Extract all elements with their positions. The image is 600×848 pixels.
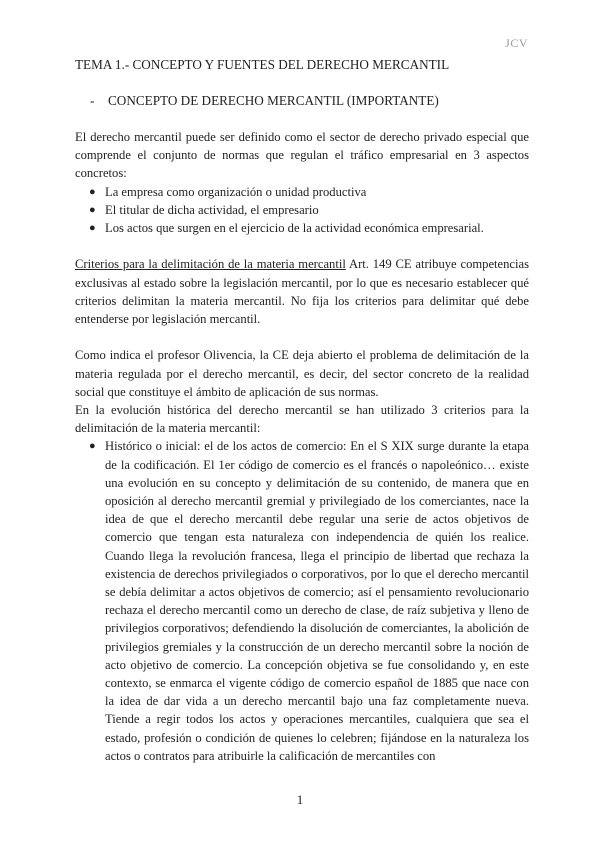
- section-heading: [90, 93, 439, 109]
- page-number: 1: [296, 792, 304, 807]
- section-heading-text: CONCEPTO DE DERECHO MERCANTIL (IMPORTANTE): [108, 93, 439, 108]
- heading-dash: -: [90, 93, 95, 108]
- criterios-paragraph: [75, 255, 529, 328]
- header-initials: JCV: [505, 36, 528, 50]
- bullet-icon: ●: [89, 185, 96, 198]
- body-content: [75, 128, 529, 765]
- bullet-icon: ●: [89, 222, 96, 235]
- olivencia-paragraph: Como indica el profesor Olivencia, la CE deja abierto el problema de delimitación de la materia regulada por el derecho mercantil, es decir, del sector concreto de la realidad social que constituye el ámbito de aplicación de sus normas.: [75, 348, 529, 399]
- criterios-text: Art. 149 CE atribuye competencias exclusivas al estado sobre la legislación mercantil, por lo que es necesario establecer qué criterios delimitan la materia mercantil. No fija los criterios para delimitar qué debe entenderse por legislación mercantil.: [75, 257, 530, 327]
- aspects-list: [75, 183, 529, 238]
- intro-paragraph: El derecho mercantil puede ser definido como el sector de derecho privado especial que comprende el conjunto de normas que regulan el tráfico empresarial en 3 aspectos concretos:: [75, 130, 529, 181]
- list-item: ● La empresa como organización o unidad productiva: [75, 183, 529, 201]
- evolucion-paragraph: En la evolución histórica del derecho mercantil se han utilizado 3 criterios para la delimitación de la materia mercantil:: [75, 403, 529, 436]
- bullet-icon: ●: [89, 203, 96, 216]
- criterios-list: [75, 437, 529, 765]
- list-item: ● Histórico o inicial: el de los actos de comercio: En el S XIX surge durante la etapa de la codificación. El 1er código de comercio es el francés o napoleónico… existe una evolución en su concepto y delimitación de su contenido, de manera que en oposición al derecho mercantil gremial y privilegiado de los comerciantes, nace la idea de que el derecho mercantil debe regular una serie de actos objetivos de comercio que tengan esta naturaleza con independencia de quién los realice. Cuando llega la revolución francesa, llega el principio de libertad que rechaza la existencia de derechos privilegiados o corporativos, por lo que el derecho mercantil se debía delimitar a actos objetivos de comercio; así el pensamiento revolucionario rechaza el derecho mercantil como un derecho de clase, de raíz subjetiva y lleno de privilegios corporativos; defendiendo la disolución de comerciantes, la abolición de privilegios gremiales y la construcción de un derecho mercantil sobre la noción de acto objetivo de comercio. La concepción objetiva se fue consolidando y, en este contexto, se enmarca el vigente código de comercio español de 1885 que nace con la idea de dar vida a un derecho mercantil bajo una faz completamente nueva. Tiende a regir todos los actos y operaciones mercantiles, cualquiera que sea el estado, profesión o condición de quienes lo celebren; fijándose en la naturaleza los actos o contratos para atribuirle la calificación de mercantiles con: [89, 439, 529, 763]
- list-item: ● El titular de dicha actividad, el empresario: [75, 201, 529, 219]
- bullet-icon: ●: [89, 440, 96, 453]
- criterios-heading: Criterios para la delimitación de la materia mercantil: [75, 257, 346, 272]
- page-title: TEMA 1.- CONCEPTO Y FUENTES DEL DERECHO MERCANTIL: [75, 57, 450, 72]
- list-item: ● Los actos que surgen en el ejercicio de la actividad económica empresarial.: [75, 219, 529, 237]
